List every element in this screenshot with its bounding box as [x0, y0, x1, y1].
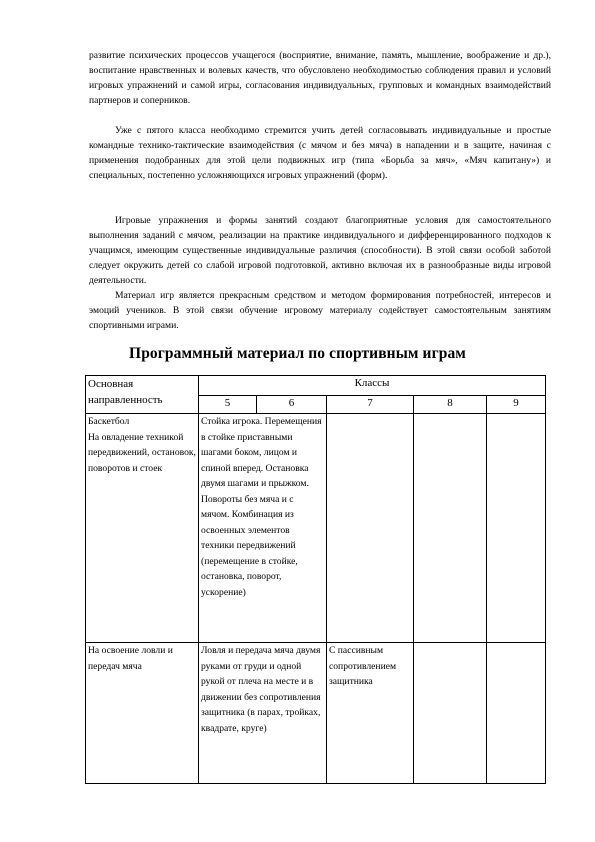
grade-9-cell [487, 643, 546, 784]
grade-7-cell: С пассивным сопротивлением защитника [327, 643, 414, 784]
grade-5-6-cell: Стойка игрока. Перемещения в стойке приставными шагами боком, лицом и спиной вперед. Остановка двумя шагами и прыжком. Повороты без мяча и с мячом. Комбинация из освоенных элементов техники передвижений (перемещение в стойке, остановка, поворот, ускорение) [199, 414, 327, 643]
direction-cell: Баскетбол На овладение техникой передвижений, остановок, поворотов и стоек [86, 414, 199, 643]
grade-5-6-cell: Ловля и передача мяча двумя руками от груди и одной рукой от плеча на месте и в движении без сопротивления защитника (в парах, тройках, квадрате, круге) [199, 643, 327, 784]
grade-8-cell [414, 414, 487, 643]
grade-7-cell [327, 414, 414, 643]
paragraph-3: Игровые упражнения и формы занятий создают благоприятные условия для самостоятельного выполнения заданий с мячом, реализации на практике индивидуального и дифференцированного подходов к учащимся, имеющим существенные индивидуальные различия (способности). В этой связи особой заботой следует окружить детей со слабой игровой подготовкой, активно включая их в разнообразные виды игровой деятельности. [89, 215, 551, 287]
grade-9-cell [487, 414, 546, 643]
table-header-row [86, 376, 546, 396]
table-row [86, 643, 546, 784]
header-direction: Основная направленность [86, 376, 199, 414]
direction-cell: На освоение ловли и передач мяча [86, 643, 199, 784]
paragraph-2: Уже с пятого класса необходимо стремится учить детей согласовывать индивидуальные и простые командные технико-тактические взаимодействия (с мячом и без мяча) в нападении и в защите, начиная с применения подобранных для этой цели подвижных игр (типа «Борьба за мяч», «Мяч капитану») и специальных, постепенно усложняющихся игровых упражнений (форм). [89, 125, 551, 182]
table-row [86, 414, 546, 643]
program-table [85, 375, 546, 784]
class-number-7: 7 [327, 395, 414, 414]
class-number-5: 5 [199, 395, 257, 414]
class-number-6: 6 [257, 395, 327, 414]
class-number-8: 8 [414, 395, 487, 414]
grade-8-cell [414, 643, 487, 784]
paragraph-1: развитие психических процессов учащегося (восприятие, внимание, память, мышление, воображение и др.), воспитание нравственных и волевых качеств, что обусловлено необходимостью соблюдения правил и условий игровых упражнений и самой игры, согласования индивидуальных, групповых и командных взаимодействий партнеров и соперников. [89, 50, 551, 107]
header-classes: Классы [199, 376, 546, 396]
section-title: Программный материал по спортивным играм [129, 345, 466, 362]
class-number-9: 9 [487, 395, 546, 414]
paragraph-4: Материал игр является прекрасным средством и методом формирования потребностей, интересов и эмоций учеников. В этой связи обучение игровому материалу содействует самостоятельным занятиям спортивными играми. [89, 290, 551, 332]
